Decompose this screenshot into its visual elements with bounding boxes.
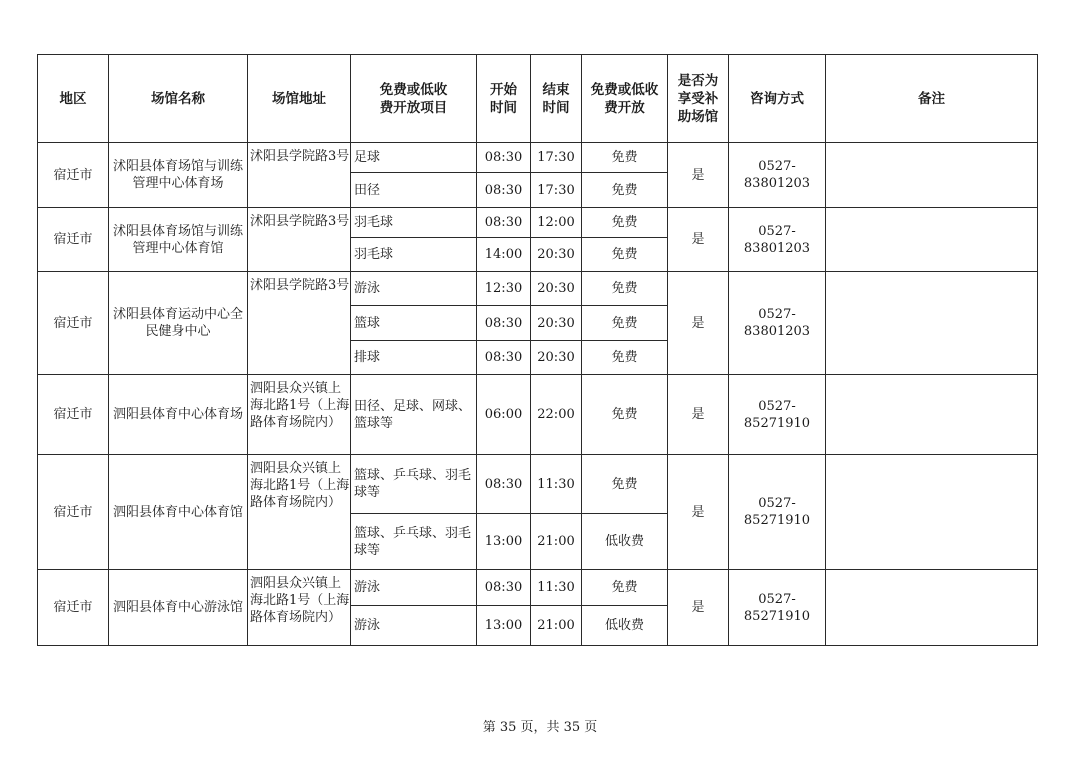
subsidy-cell: 是 (668, 272, 729, 375)
header-region: 地区 (38, 55, 109, 143)
header-start (477, 55, 531, 143)
header-item (351, 55, 477, 143)
end-time-cell: 20:30 (531, 272, 582, 306)
note-cell (826, 208, 1038, 272)
venue-address-cell: 泗阳县众兴镇上海北路1号（上海路体育场院内） (248, 375, 351, 455)
table-row (38, 143, 1038, 173)
page-footer: 第 35 页，共 35 页 (482, 720, 598, 735)
header-subsidy (668, 55, 729, 143)
end-time-cell: 20:30 (531, 341, 582, 375)
fee-cell: 免费 (582, 272, 668, 306)
fee-cell: 免费 (582, 143, 668, 173)
end-time-cell: 17:30 (531, 143, 582, 173)
venue-address-cell: 沭阳县学院路3号 (248, 143, 351, 208)
fee-cell: 免费 (582, 570, 668, 606)
end-time-cell: 20:30 (531, 306, 582, 341)
venue-name-cell: 沭阳县体育场馆与训练管理中心体育场 (109, 143, 248, 208)
start-time-cell: 08:30 (477, 341, 531, 375)
venue-address-cell: 泗阳县众兴镇上海北路1号（上海路体育场院内） (248, 570, 351, 646)
region-cell: 宿迁市 (38, 455, 109, 570)
header-address: 场馆地址 (248, 55, 351, 143)
fee-cell: 低收费 (582, 514, 668, 570)
note-cell (826, 272, 1038, 375)
start-time-cell: 12:30 (477, 272, 531, 306)
venue-table (37, 54, 1038, 646)
venue-name-cell: 沭阳县体育运动中心全民健身中心 (109, 272, 248, 375)
region-cell: 宿迁市 (38, 208, 109, 272)
venue-name-cell: 泗阳县体育中心游泳馆 (109, 570, 248, 646)
start-time-cell: 08:30 (477, 143, 531, 173)
header-start-text: 开始时间 (490, 81, 517, 116)
item-cell: 田径、足球、网球、篮球等 (351, 375, 477, 455)
item-cell: 篮球、乒乓球、羽毛球等 (351, 514, 477, 570)
item-cell: 游泳 (351, 570, 477, 606)
contact-cell: 0527-85271910 (729, 570, 826, 646)
venue-address-cell: 泗阳县众兴镇上海北路1号（上海路体育场院内） (248, 455, 351, 570)
note-cell (826, 143, 1038, 208)
table-row (38, 208, 1038, 238)
start-time-cell: 08:30 (477, 208, 531, 238)
header-subsidy-text: 是否为享受补助场馆 (677, 72, 719, 125)
contact-cell: 0527-83801203 (729, 272, 826, 375)
start-time-cell: 13:00 (477, 606, 531, 646)
start-time-cell: 13:00 (477, 514, 531, 570)
subsidy-cell: 是 (668, 208, 729, 272)
end-time-cell: 12:00 (531, 208, 582, 238)
end-time-cell: 22:00 (531, 375, 582, 455)
header-venue: 场馆名称 (109, 55, 248, 143)
end-time-cell: 11:30 (531, 455, 582, 514)
fee-cell: 免费 (582, 208, 668, 238)
start-time-cell: 08:30 (477, 570, 531, 606)
start-time-cell: 08:30 (477, 306, 531, 341)
note-cell (826, 455, 1038, 570)
table-row (38, 272, 1038, 306)
venue-name-cell: 泗阳县体育中心体育馆 (109, 455, 248, 570)
item-cell: 游泳 (351, 606, 477, 646)
fee-cell: 免费 (582, 341, 668, 375)
venue-address-cell: 沭阳县学院路3号 (248, 208, 351, 272)
end-time-cell: 17:30 (531, 173, 582, 208)
contact-cell: 0527-85271910 (729, 455, 826, 570)
header-end (531, 55, 582, 143)
item-cell: 游泳 (351, 272, 477, 306)
region-cell: 宿迁市 (38, 570, 109, 646)
start-time-cell: 08:30 (477, 455, 531, 514)
item-cell: 篮球 (351, 306, 477, 341)
contact-cell: 0527-85271910 (729, 375, 826, 455)
header-contact: 咨询方式 (729, 55, 826, 143)
venue-name-cell: 泗阳县体育中心体育场 (109, 375, 248, 455)
subsidy-cell: 是 (668, 570, 729, 646)
item-cell: 篮球、乒乓球、羽毛球等 (351, 455, 477, 514)
region-cell: 宿迁市 (38, 272, 109, 375)
note-cell (826, 375, 1038, 455)
item-cell: 羽毛球 (351, 208, 477, 238)
start-time-cell: 06:00 (477, 375, 531, 455)
table-row (38, 455, 1038, 514)
item-cell: 羽毛球 (351, 238, 477, 272)
subsidy-cell: 是 (668, 143, 729, 208)
header-item-text: 免费或低收费开放项目 (379, 81, 448, 116)
header-end-text: 结束时间 (542, 81, 570, 116)
item-cell: 田径 (351, 173, 477, 208)
contact-cell: 0527-83801203 (729, 208, 826, 272)
start-time-cell: 14:00 (477, 238, 531, 272)
header-row (38, 55, 1038, 143)
region-cell: 宿迁市 (38, 143, 109, 208)
fee-cell: 免费 (582, 306, 668, 341)
item-cell: 足球 (351, 143, 477, 173)
venue-name-cell: 沭阳县体育场馆与训练管理中心体育馆 (109, 208, 248, 272)
fee-cell: 低收费 (582, 606, 668, 646)
subsidy-cell: 是 (668, 375, 729, 455)
end-time-cell: 21:00 (531, 606, 582, 646)
table-row (38, 570, 1038, 606)
start-time-cell: 08:30 (477, 173, 531, 208)
fee-cell: 免费 (582, 238, 668, 272)
fee-cell: 免费 (582, 173, 668, 208)
header-fee (582, 55, 668, 143)
end-time-cell: 20:30 (531, 238, 582, 272)
note-cell (826, 570, 1038, 646)
fee-cell: 免费 (582, 455, 668, 514)
subsidy-cell: 是 (668, 455, 729, 570)
header-note: 备注 (826, 55, 1038, 143)
venue-address-cell: 沭阳县学院路3号 (248, 272, 351, 375)
region-cell: 宿迁市 (38, 375, 109, 455)
fee-cell: 免费 (582, 375, 668, 455)
item-cell: 排球 (351, 341, 477, 375)
header-fee-text: 免费或低收费开放 (590, 81, 659, 116)
end-time-cell: 11:30 (531, 570, 582, 606)
table-row (38, 375, 1038, 455)
end-time-cell: 21:00 (531, 514, 582, 570)
contact-cell: 0527-83801203 (729, 143, 826, 208)
